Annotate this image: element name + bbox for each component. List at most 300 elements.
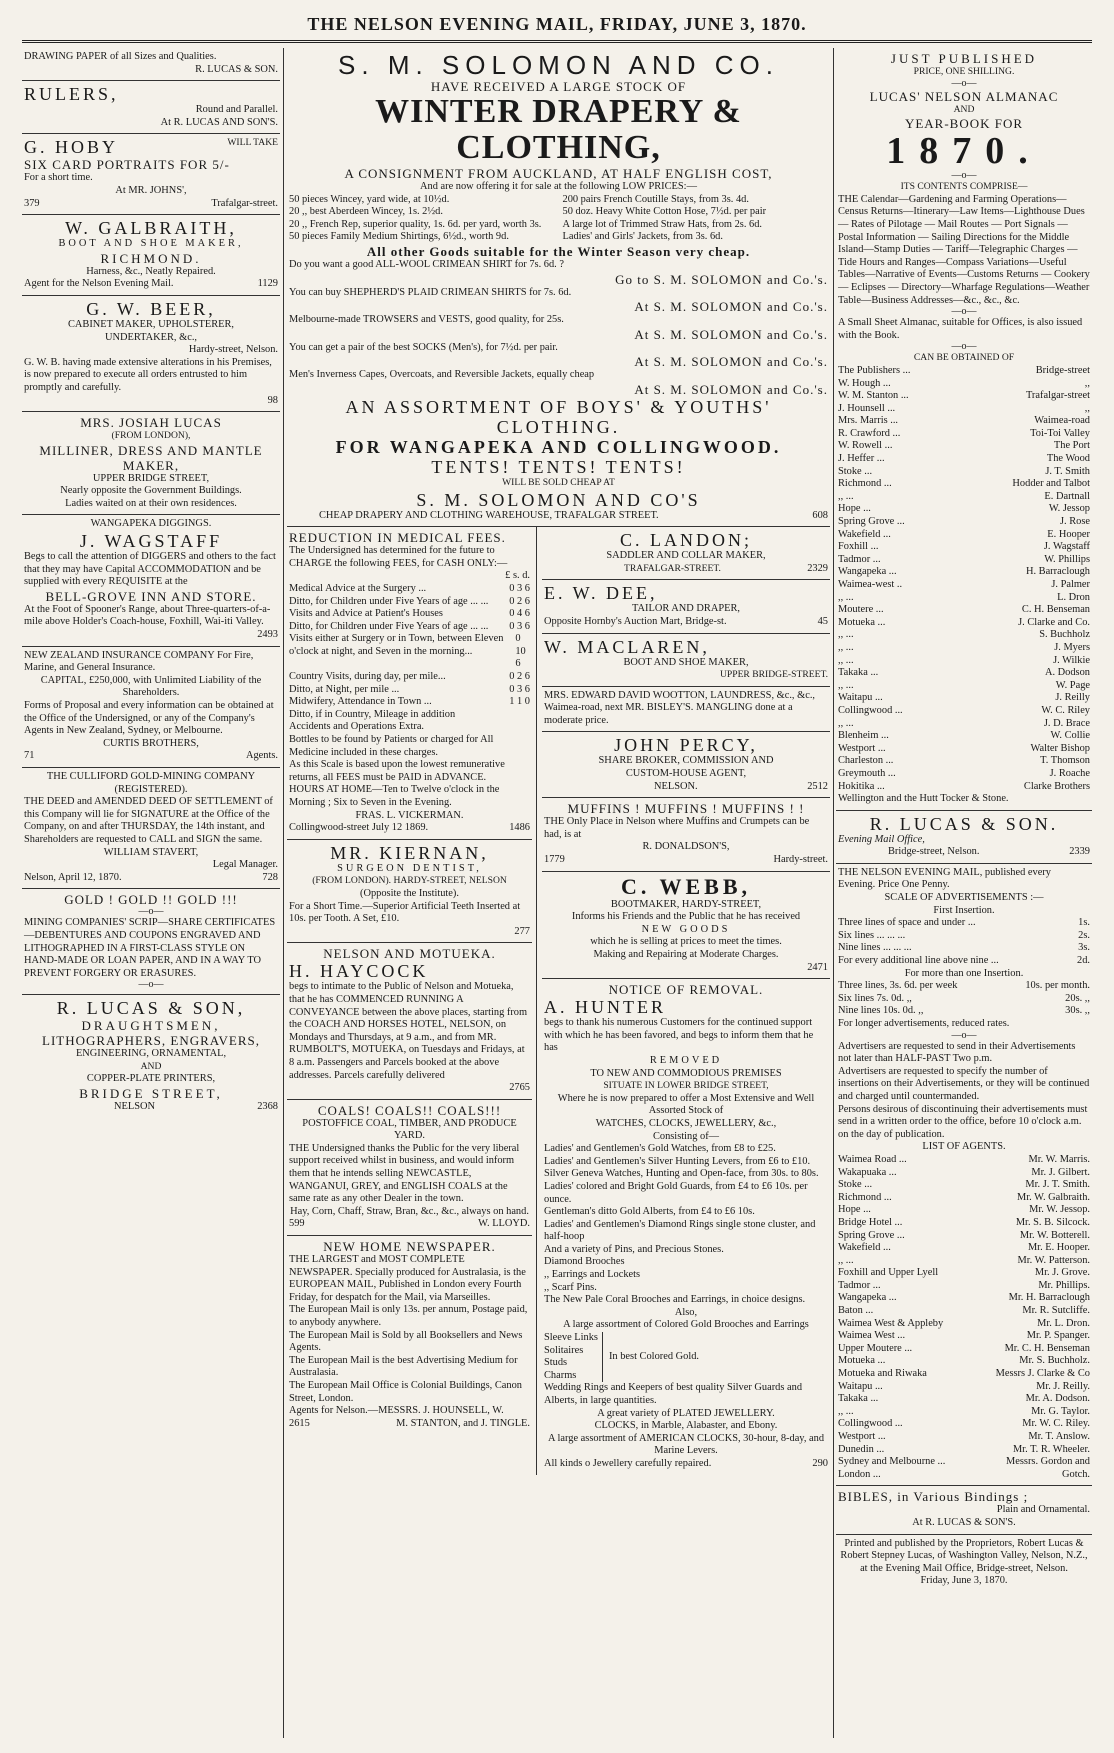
almanac-agent-value: W. Page — [1055, 679, 1090, 691]
ad-text: AN ASSORTMENT OF BOYS' & YOUTHS' CLOTHING. — [345, 396, 772, 437]
rate-row — [838, 917, 1090, 930]
ad-signature: FRAS. L. VICKERMAN. — [355, 809, 464, 821]
almanac-agent-value: J. Wagstaff — [1043, 541, 1090, 553]
almanac-agent-value: E. Dartnall — [1044, 490, 1090, 502]
ad-text: TRAFALGAR-STREET. — [624, 562, 721, 574]
ad-text: Agents for Nelson.—MESSRS. J. HOUNSELL, W. — [289, 1405, 504, 1417]
ad-signature: W. LLOYD. — [478, 1218, 530, 1230]
ad-body: The Undersigned has determined for the future to CHARGE the following FEES, for CASH ONLY:— — [289, 545, 508, 569]
fee-label: Ditto, at Night, per mile ... — [289, 683, 400, 695]
ad-text: Nelson, April 12, 1870. — [24, 871, 122, 883]
agent-row-value: Mr. A. Dodson. — [1025, 1393, 1090, 1405]
ad-text: And are now offering it for sale at the following LOW PRICES:— — [420, 181, 697, 192]
ad-drawing-paper — [22, 48, 280, 81]
ad-muffins — [542, 798, 830, 871]
agent-row-place: Spring Grove ... — [838, 1229, 905, 1241]
ad-text: BOOT AND SHOE MAKER, — [58, 238, 244, 250]
agent-row — [838, 1431, 1090, 1444]
almanac-agent-place: ,, ... — [838, 654, 854, 666]
ad-heading: JUST PUBLISHED — [890, 51, 1038, 66]
almanac-agent-place: Richmond ... — [838, 478, 892, 490]
ornament: —o— — [951, 1029, 977, 1041]
ad-signature: WILLIAM STAVERT, — [103, 846, 199, 858]
rate-row-value: 2s. — [1078, 929, 1090, 941]
price-item: 20 ,, best Aberdeen Wincey, 1s. 2½d. — [289, 206, 443, 218]
ad-number: 2471 — [807, 961, 828, 973]
rate-table — [838, 917, 1090, 967]
ad-text: (FROM LONDON), — [111, 430, 191, 442]
rate-row-place: Six lines 7s. 0d. ,, — [838, 992, 912, 1004]
ad-text: A Small Sheet Almanac, suitable for Offices, is also issued with the Book. — [838, 317, 1083, 341]
fee-label: Accidents and Operations Extra. — [289, 721, 425, 733]
ad-text: At S. M. SOLOMON and Co.'s. — [634, 326, 828, 342]
agent-row-place: Richmond ... — [838, 1191, 892, 1203]
fee-label: Ditto, if in Country, Mileage in addition — [289, 708, 456, 720]
ad-text: MAKER, — [122, 457, 180, 473]
ad-number: 379 — [24, 197, 40, 209]
ad-number: 290 — [812, 1457, 828, 1469]
ad-text: SADDLER AND COLLAR MAKER, — [606, 550, 766, 562]
almanac-agent-value: S. Buchholz — [1039, 629, 1090, 641]
almanac-agent — [838, 592, 1090, 605]
ad-wootton — [542, 687, 830, 733]
rate-row — [838, 955, 1090, 968]
almanac-agent-place: ,, ... — [838, 679, 854, 691]
ad-text: Wedding Rings and Keepers of best quality Silver Guards and Alberts, in large quantities. — [544, 1382, 803, 1406]
ad-signature: R. LUCAS & SON. — [195, 63, 278, 75]
ad-text: RICHMOND. — [100, 250, 202, 266]
rate-row — [838, 930, 1090, 943]
colored-gold-group — [544, 1332, 828, 1382]
ad-text: Where he is now prepared to offer a Most Extensive and Well Assorted Stock of — [557, 1092, 815, 1117]
almanac-agent — [838, 705, 1090, 718]
ad-title: THE NELSON EVENING MAIL, published every Evening. Price One Penny. — [838, 866, 1051, 891]
almanac-agent-place: ,, ... — [838, 591, 854, 603]
ad-text: The European Mail is the best Advertising Medium for Australasia. — [289, 1354, 518, 1379]
rate-row — [838, 942, 1090, 955]
almanac-agent-place: Charleston ... — [838, 755, 894, 767]
almanac-agent-value: J. Myers — [1054, 641, 1090, 653]
almanac-agent-place: J. Heffer ... — [838, 453, 885, 465]
ad-text: SIX CARD PORTRAITS FOR 5/- — [24, 157, 230, 173]
ad-text: ITS CONTENTS COMPRISE— — [900, 181, 1028, 193]
agent-row-value: Mr. W. Galbraith. — [1016, 1191, 1090, 1203]
agent-row-place: Bridge Hotel ... — [838, 1216, 903, 1228]
ad-text: CABINET MAKER, UPHOLSTERER, — [67, 318, 235, 330]
almanac-agent — [838, 667, 1090, 680]
hunter-item: Gentleman's ditto Gold Alberts, from £4 to £6 10s. — [544, 1206, 755, 1218]
agent-row-place: Wangapeka ... — [838, 1292, 897, 1304]
agent-row-place: Wakefield ... — [838, 1242, 891, 1254]
ad-rulers — [22, 81, 280, 134]
ad-number: 728 — [262, 871, 278, 883]
ad-text: A great variety of PLATED JEWELLERY. — [597, 1407, 775, 1419]
almanac-agent-value: Walter Bishop — [1030, 742, 1090, 754]
almanac-year: 1870. — [886, 130, 1042, 173]
ad-text: SHARE BROKER, COMMISSION AND — [598, 755, 774, 767]
agent-row-place: Waimea West ... — [838, 1330, 906, 1342]
rate-row-value: 20s. ,, — [1065, 992, 1090, 1004]
rate-row-place: Nine lines 10s. 0d. ,, — [838, 1005, 924, 1017]
almanac-agent — [838, 365, 1090, 378]
ad-text: POSTOFFICE COAL, TIMBER, AND PRODUCE YARD. — [302, 1117, 517, 1142]
agent-row-value: Mr. Phillips. — [1038, 1279, 1090, 1291]
right-column — [836, 48, 1092, 1738]
ad-number: 1129 — [257, 278, 278, 290]
ad-text: Trafalgar-street. — [211, 197, 278, 209]
middle-column — [287, 48, 830, 1738]
ad-text: WILL TAKE — [227, 137, 278, 149]
ad-number: 98 — [267, 394, 278, 406]
ad-text: CAPITAL, £250,000, with Unlimited Liability of the Shareholders. — [40, 674, 262, 699]
middle-subcolumns — [287, 527, 830, 1474]
ad-text: Sleeve Links — [544, 1332, 598, 1344]
fee-value: 0 3 6 — [509, 683, 530, 695]
ad-text: TENTS! TENTS! TENTS! — [431, 456, 686, 477]
ad-title: W. GALBRAITH, — [65, 218, 237, 239]
ad-body: Begs to call the attention of DIGGERS and others to the fact that they may have Capital ACCOMMODATION and be supplied with every REQUISITE at the — [24, 551, 276, 588]
ad-text: Charms — [544, 1369, 577, 1381]
fee-row — [289, 633, 530, 671]
ad-body: G. W. B. having made extensive alterations in his Premises, is now prepared to execute all orders entrusted to him promptly and carefully. — [24, 356, 272, 393]
almanac-agent-place: Wangapeka ... — [838, 566, 897, 578]
ad-text: COPPER-PLATE PRINTERS, — [86, 1073, 216, 1085]
ad-text: BRIDGE STREET, — [79, 1086, 223, 1102]
fee-value: 0 3 6 — [509, 620, 530, 632]
ad-text: For a short time. — [24, 172, 93, 184]
almanac-agent-value: J. T. Smith — [1045, 465, 1090, 477]
ad-wagstaff — [22, 515, 280, 646]
ad-text: S. M. SOLOMON AND CO'S — [416, 489, 701, 510]
almanac-agent — [838, 566, 1090, 579]
ad-text: CUSTOM-HOUSE AGENT, — [625, 768, 747, 780]
almanac-agent-value: J. Palmer — [1051, 579, 1090, 590]
ad-title: MUFFINS ! MUFFINS ! MUFFINS ! ! — [567, 801, 805, 817]
almanac-agent-value: J. Wilkie — [1053, 654, 1090, 666]
ad-number: 2615 — [289, 1417, 310, 1429]
fee-row — [289, 583, 530, 596]
almanac-agent-place: Waitapu ... — [838, 692, 883, 704]
almanac-agent-value: W. Collie — [1050, 730, 1090, 742]
rate-row-value: 3s. — [1078, 942, 1090, 954]
ad-text: HOURS AT HOME—Ten to Twelve o'clock in the Morning ; Six to Seven in the Evening. — [289, 784, 500, 808]
ad-title: W. MACLAREN, — [544, 636, 710, 657]
rate-row-place: Nine lines ... ... ... — [838, 942, 912, 954]
ad-webb — [542, 872, 830, 980]
ad-solomon — [287, 48, 830, 527]
fee-label: Visits and Advice at Patient's Houses — [289, 608, 443, 620]
ad-text: At MR. JOHNS', — [115, 184, 187, 196]
almanac-agent-value: W. Phillips — [1044, 553, 1090, 565]
almanac-agent-value: C. H. Benseman — [1021, 604, 1090, 616]
agent-row-value: Mr. E. Hooper. — [1027, 1242, 1090, 1254]
almanac-agent — [838, 554, 1090, 567]
hunter-item: Ladies' and Gentlemen's Silver Hunting Levers, from £6 to £10. — [544, 1155, 811, 1167]
ad-title: GOLD ! GOLD !! GOLD !!! — [64, 892, 238, 908]
ad-text: AND — [953, 103, 975, 115]
agent-row — [838, 1230, 1090, 1243]
ad-text: CHEAP DRAPERY AND CLOTHING WAREHOUSE, TRAFALGAR STREET. — [319, 509, 659, 521]
ad-text: A large assortment of Colored Gold Brooches and Earrings — [563, 1319, 809, 1331]
ad-text: Persons desirous of discontinuing their advertisements must send in a written order to the office, before 10 o'clock a.m. on the day of publication. — [838, 1103, 1088, 1140]
almanac-agent — [838, 755, 1090, 768]
agent-row-value: Mr. W. C. Riley. — [1022, 1418, 1090, 1430]
agent-row — [838, 1204, 1090, 1217]
agent-row — [838, 1280, 1090, 1293]
hunter-item: And a variety of Pins, and Precious Stones. — [544, 1243, 724, 1255]
fee-value: 1 1 0 — [509, 696, 530, 708]
ornament: —o— — [951, 341, 977, 353]
ad-title: A. HUNTER — [544, 997, 666, 1018]
ad-text: AND — [140, 1060, 162, 1072]
rate-row-value: 30s. ,, — [1065, 1005, 1090, 1017]
fee-row — [289, 696, 530, 709]
almanac-agent — [838, 453, 1090, 466]
agent-row — [838, 1318, 1090, 1331]
agent-row — [838, 1179, 1090, 1192]
ad-body: Forms of Proposal and every information can be obtained at the Office of the Undersigned, or any of the Company's Agents in New Zealand, Sydney, or Melbourne. — [24, 700, 274, 737]
imprint — [836, 1535, 1092, 1592]
ad-bibles — [836, 1486, 1092, 1534]
ad-text: You can get a pair of the best SOCKS (Men's), for 7½d. per pair. — [289, 341, 558, 353]
almanac-agent-value: J. Reilly — [1055, 692, 1090, 704]
price-item: 50 doz. Heavy White Cotton Hose, 7½d. per pair — [562, 206, 767, 218]
almanac-agent-place: W. Rowell ... — [838, 440, 893, 452]
ad-number: 2329 — [807, 562, 828, 574]
ad-medical-fees — [287, 527, 532, 840]
ad-title: NEW ZEALAND INSURANCE COMPANY For Fire, Marine, and General Insurance. — [24, 649, 254, 674]
ad-body: At the Foot of Spooner's Range, about Three-quarters-of-a-mile above Holder's Coach-house, Foxhill, Wai-iti Valley. — [24, 603, 271, 628]
ad-heading: NELSON AND MOTUEKA. — [323, 946, 496, 962]
ad-text: First Insertion. — [933, 904, 995, 916]
rate-table-repeat — [838, 980, 1090, 1018]
ad-lucas-office — [836, 811, 1092, 864]
ad-text: Men's Inverness Capes, Overcoats, and Reversible Jackets, equally cheap — [289, 369, 595, 381]
agent-row-value: Mr. J. Reilly. — [1036, 1380, 1090, 1392]
price-list — [289, 194, 828, 244]
ad-title: R. LUCAS & SON, — [56, 998, 246, 1019]
ad-heading: SCALE OF ADVERTISEMENTS :— — [884, 892, 1044, 904]
agent-row — [838, 1381, 1090, 1394]
agent-row-value: Mr. R. Sutcliffe. — [1022, 1305, 1090, 1317]
almanac-agent — [838, 529, 1090, 542]
agent-row-value: Mr. T. Anslow. — [1028, 1431, 1090, 1442]
ad-text: Opposite Hornby's Auction Mart, Bridge-st. — [544, 615, 727, 627]
ad-maclaren — [542, 634, 830, 687]
ad-text: For more than one Insertion. — [904, 967, 1024, 979]
agent-row-place: Motueka ... — [838, 1355, 886, 1367]
almanac-agent — [838, 415, 1090, 428]
agent-row-value: Mr. J. Grove. — [1034, 1267, 1090, 1279]
ad-body: THE Undersigned thanks the Public for the very liberal support received whilst in business, and would inform them that he intends selling NEWCASTLE, WANGANUI, GREY, and ENGLISH COALS at the same rate as any other Dealer in the town. — [289, 1142, 520, 1205]
agent-row — [838, 1444, 1090, 1457]
ad-text: A large assortment of AMERICAN CLOCKS, 30-hour, 8-day, and Marine Levers. — [547, 1432, 825, 1457]
fee-value: 0 3 6 — [509, 582, 530, 594]
ad-text: Hay, Corn, Chaff, Straw, Bran, &c., &c., always on hand. — [290, 1205, 529, 1217]
almanac-agent-place: Spring Grove ... — [838, 516, 905, 528]
almanac-agent — [838, 541, 1090, 554]
hunter-item: Silver Geneva Watches, Hunting and Open-face, from 30s. to 80s. — [544, 1168, 819, 1180]
ad-number: 277 — [514, 925, 530, 937]
fee-label: Visits either at Surgery or in Town, between Eleven o'clock at night, and Seven in the morning... — [289, 633, 504, 657]
almanac-agent-value: W. C. Riley — [1041, 704, 1090, 716]
almanac-agent-value: W. Jessop — [1048, 503, 1090, 515]
price-item: A large lot of Trimmed Straw Hats, from 2s. 6d. — [562, 218, 763, 230]
ad-percy — [542, 732, 830, 798]
ad-headline: WINTER DRAPERY & CLOTHING, — [375, 93, 742, 166]
almanac-agent — [838, 403, 1090, 416]
ad-josiah-lucas — [22, 412, 280, 515]
agent-row-place: Dunedin ... — [838, 1443, 885, 1455]
agent-row — [838, 1343, 1090, 1356]
almanac-agent-place: J. Hounsell ... — [838, 402, 896, 414]
fee-table — [289, 583, 530, 734]
ad-culliford — [22, 768, 280, 889]
ad-text: NELSON. — [654, 780, 698, 792]
price-item: 50 pieces Wincey, yard wide, at 10½d. — [289, 193, 450, 205]
ad-text: Advertisers are requested to send in their Advertisements not later than HALF-PAST Two p.m. — [838, 1040, 1076, 1065]
ad-text: Informs his Friends and the Public that he has received — [571, 911, 801, 923]
left-column — [22, 48, 280, 1738]
ornament: —o— — [951, 77, 977, 89]
ad-text: NEW GOODS — [641, 923, 731, 935]
fee-label: Ditto, for Children under Five Years of age ... ... — [289, 595, 489, 607]
fee-value: 0 4 6 — [509, 608, 530, 620]
ad-title: MRS. JOSIAH LUCAS — [80, 415, 222, 431]
ad-text: NELSON — [114, 1101, 155, 1113]
ad-almanac — [836, 48, 1092, 811]
agent-row-value: Mr. W. Botterell. — [1019, 1229, 1090, 1241]
almanac-agent-place: R. Crawford ... — [838, 427, 901, 439]
ad-text: Legal Manager. — [212, 859, 278, 871]
fee-row — [289, 608, 530, 621]
ad-text: Bridge-street, Nelson. — [888, 846, 980, 858]
ad-heading: WANGAPEKA DIGGINGS. — [90, 518, 212, 530]
agent-row — [838, 1292, 1090, 1305]
ad-title: NEW HOME NEWSPAPER. — [323, 1239, 496, 1255]
almanac-agent-place: Hokitika ... — [838, 780, 885, 792]
ad-number: 1779 — [544, 854, 565, 866]
agent-row-place: London ... — [838, 1468, 881, 1480]
almanac-agent-place: ,, ... — [838, 641, 854, 653]
almanac-agent-place: Motueka ... — [838, 616, 886, 628]
ad-text: DRAWING PAPER of all Sizes and Qualities. — [24, 51, 217, 62]
almanac-agent — [838, 730, 1090, 743]
agent-row-place: Waitapu ... — [838, 1380, 883, 1392]
ad-text: As this Scale is based upon the lowest remunerative returns, all FEES must be PAID in ADVANCE. — [289, 759, 505, 783]
ad-text: You can buy SHEPHERD'S PLAID CRIMEAN SHIRTS for 7s. 6d. — [289, 286, 572, 298]
masthead: THE NELSON EVENING MAIL, FRIDAY, JUNE 3, 1870. — [307, 14, 807, 34]
fee-row — [289, 621, 530, 634]
ad-text: All other Goods suitable for the Winter Season very cheap. — [366, 243, 751, 259]
almanac-agent-value: A. Dodson — [1044, 667, 1090, 679]
ad-title: J. WAGSTAFF — [79, 531, 223, 552]
agent-row — [838, 1418, 1090, 1431]
price-item: 50 pieces Family Medium Shirtings, 6½d., worth 9d. — [289, 231, 509, 243]
ornament: —o— — [138, 906, 164, 918]
ad-gold — [22, 889, 280, 995]
ad-text: The European Mail is Sold by all Booksellers and News Agents. — [289, 1329, 523, 1354]
agent-row — [838, 1406, 1090, 1419]
agent-row-value: Messrs J. Clarke & Co — [995, 1368, 1090, 1380]
agent-row-value: Mr. C. H. Benseman — [1004, 1342, 1090, 1354]
agent-row-value: Mr. T. R. Wheeler. — [1012, 1443, 1090, 1455]
agent-row — [838, 1368, 1090, 1381]
ad-advertisement-scale — [836, 864, 1092, 1487]
price-list-right — [563, 194, 829, 244]
ad-text: UPPER BRIDGE-STREET. — [719, 669, 828, 681]
ad-title: R. LUCAS & SON. — [869, 813, 1059, 834]
ad-text: DRAUGHTSMEN, — [81, 1018, 221, 1034]
ad-text: MILLINER, DRESS AND MANTLE — [39, 442, 263, 458]
ad-title: S. M. SOLOMON AND CO. — [338, 50, 779, 80]
ad-number: 1486 — [509, 822, 530, 834]
ad-text: SURGEON DENTIST, — [337, 862, 482, 874]
column-divider — [283, 48, 284, 1738]
almanac-agent-place: The Publishers ... — [838, 364, 911, 376]
almanac-agent — [838, 378, 1090, 391]
ad-text: which he is selling at prices to meet the times. — [590, 936, 782, 948]
ad-text: FOR WANGAPEKA AND COLLINGWOOD. — [335, 436, 782, 457]
almanac-agent-value: J. D. Brace — [1043, 717, 1090, 729]
agent-row-value: Mr. S. B. Silcock. — [1015, 1216, 1090, 1228]
hunter-item: Ladies' and Gentlemen's Gold Watches, from £8 to £25. — [544, 1143, 776, 1155]
ad-hoby — [22, 134, 280, 215]
ad-body: MINING COMPANIES' SCRIP—SHARE CERTIFICATES—DEBENTURES AND COUPONS ENGRAVED AND LITHOGRAPHED IN A FIRST-CLASS STYLE ON HAND-MADE OR LOAN PAPER, AND IN A WAY TO PREVENT FORGERY OR ERASURES. — [24, 917, 276, 979]
agent-row-place: Sydney and Melbourne ... — [838, 1456, 946, 1468]
ad-text: Evening Mail Office, — [838, 833, 925, 845]
ad-text: REMOVED — [649, 1054, 723, 1066]
ad-haycock — [287, 943, 532, 1099]
ad-text: WATCHES, CLOCKS, JEWELLERY, &c., — [595, 1117, 777, 1129]
agent-list — [838, 1154, 1090, 1481]
ad-text: WILL BE SOLD CHEAP AT — [502, 476, 615, 488]
almanac-agent-value: L. Dron — [1057, 591, 1090, 603]
ad-number: 608 — [812, 509, 828, 521]
agent-row — [838, 1456, 1090, 1469]
ad-text: At S. M. SOLOMON and Co.'s. — [634, 381, 828, 397]
agent-row-value: Mr. W. Patterson. — [1017, 1254, 1090, 1266]
almanac-agent-value: Clarke Brothers — [1023, 780, 1090, 792]
almanac-agent — [838, 604, 1090, 617]
almanac-agent-place: W. Hough ... — [838, 377, 891, 389]
agent-row-value: Mr. G. Taylor. — [1031, 1405, 1090, 1417]
ad-number: 599 — [289, 1218, 305, 1230]
ad-text: The European Mail Office is Colonial Buildings, Canon Street, London. — [289, 1379, 522, 1404]
ad-title: JOHN PERCY, — [614, 735, 758, 756]
almanac-agent-place: ,, ... — [838, 717, 854, 729]
ad-text: UNDERTAKER, &c., — [104, 331, 198, 343]
almanac-agent-place: Westport ... — [838, 742, 886, 754]
ad-text: BELL-GROVE INN AND STORE. — [45, 588, 257, 604]
agent-row-value: Mr. P. Spanger. — [1026, 1330, 1090, 1342]
agent-row — [838, 1242, 1090, 1255]
ad-body: THE DEED and AMENDED DEED OF SETTLEMENT of this Company will lie for SIGNATURE at the Office of the Company, on and after THURSDAY, the 14th instant, and Shareholders are requested to CALL and SIGN the same. — [24, 796, 273, 845]
ad-title: E. W. DEE, — [544, 583, 658, 604]
ad-number: 2368 — [257, 1101, 278, 1113]
ad-text: UPPER BRIDGE STREET, — [92, 472, 210, 484]
hunter-item-list — [544, 1143, 828, 1307]
almanac-agent — [838, 491, 1090, 504]
almanac-agent-list — [838, 365, 1090, 793]
agent-row-place: Hope ... — [838, 1204, 871, 1216]
agent-row — [838, 1355, 1090, 1368]
fee-label: Midwifery, Attendance in Town ... — [289, 696, 432, 708]
agent-row-place: Collingwood ... — [838, 1418, 903, 1430]
almanac-agent — [838, 466, 1090, 479]
imprint-text: Printed and published by the Proprietors, Robert Lucas & Robert Stepney Lucas, of Washington Valley, Nelson, N.Z., at the Evening Mail Office, Bridge-street, Nelson. — [840, 1537, 1088, 1574]
ad-text: (FROM LONDON). HARDY-STREET, NELSON — [312, 875, 507, 887]
